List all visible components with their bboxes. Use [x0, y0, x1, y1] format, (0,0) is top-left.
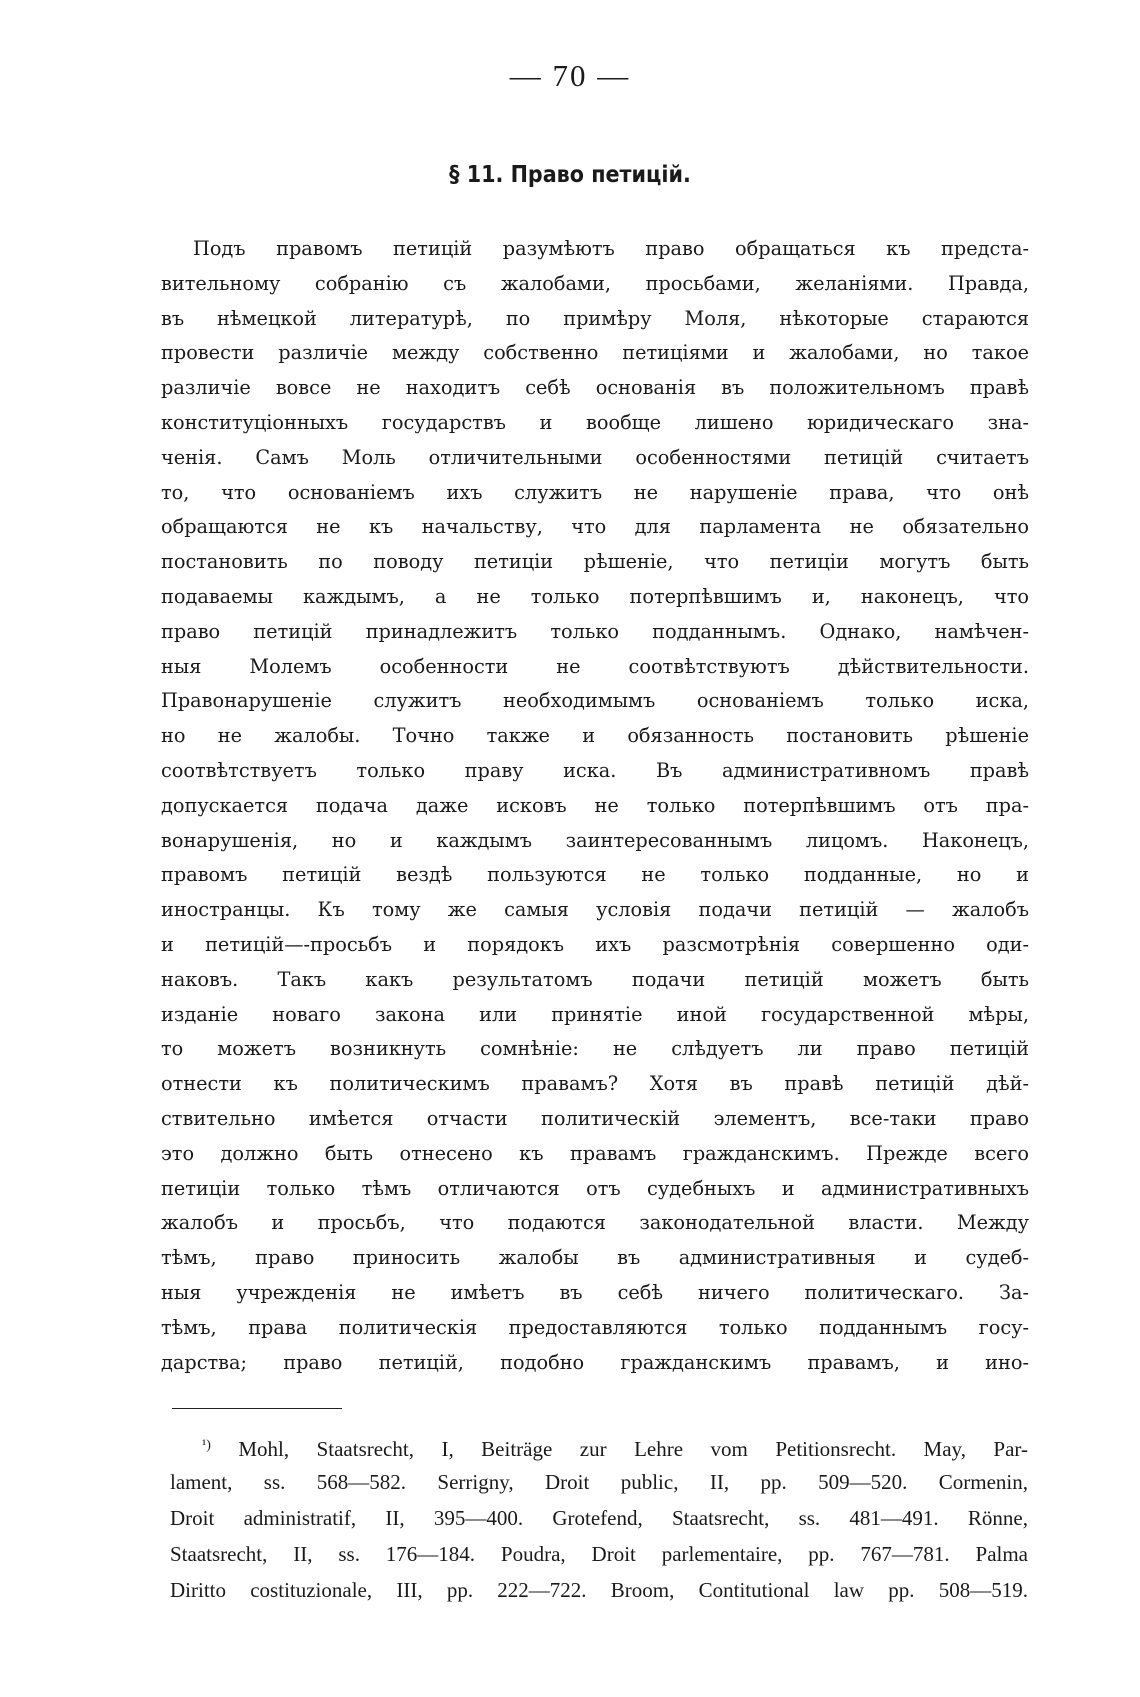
footnote-line — [170, 1428, 1028, 1464]
body-line: наковъ. Такъ какъ результатомъ подачи петицій можетъ быть — [161, 967, 1029, 991]
body-line: обращаются не къ начальству, что для парламента не обязательно — [161, 515, 1029, 539]
body-line: иностранцы. Къ тому же самыя условія подачи петицій — жалобъ — [161, 898, 1029, 922]
body-line: дарства; право петицій, подобно гражданскимъ правамъ, и ино- — [161, 1350, 1029, 1374]
body-line: право петицій принадлежитъ только подданнымъ. Однако, намѣчен- — [161, 619, 1029, 643]
body-line: въ нѣмецкой литературѣ, по примѣру Моля, нѣкоторые стараются — [161, 306, 1029, 330]
page-number: — 70 — — [509, 58, 631, 93]
body-line: изданіе новаго закона или принятіе иной государственной мѣры, — [161, 1002, 1029, 1026]
body-line: Правонарушеніе служитъ необходимымъ основаніемъ только иска, — [161, 689, 1029, 713]
body-line: соотвѣтствуетъ только праву иска. Въ административномъ правѣ — [161, 758, 1029, 782]
body-line: то, что основаніемъ ихъ служитъ не нарушеніе права, что онѣ — [161, 480, 1029, 504]
body-line: вонарушенія, но и каждымъ заинтересованнымъ лицомъ. Наконецъ, — [161, 828, 1029, 852]
body-line: различіе вовсе не находитъ себѣ основанія въ положительномъ правѣ — [161, 376, 1029, 400]
footnote-line-text: Mohl, Staatsrecht, I, Beiträge zur Lehre vom Petitionsrecht. May, Par- — [238, 1437, 1028, 1461]
body-line: допускается подача даже исковъ не только потерпѣвшимъ отъ пра- — [161, 793, 1029, 817]
body-line: конституціонныхъ государствъ и вообще лишено юридическаго зна- — [161, 410, 1029, 434]
body-line: то можетъ возникнуть сомнѣніе: не слѣдуетъ ли право петицій — [161, 1037, 1029, 1061]
body-line: отнести къ политическимъ правамъ? Хотя въ правѣ петицій дѣй- — [161, 1072, 1029, 1096]
body-line: тѣмъ, право приносить жалобы въ административныя и судеб- — [161, 1246, 1029, 1270]
body-line: постановить по поводу петиціи рѣшеніе, что петиціи могутъ быть — [161, 550, 1029, 574]
body-line: тѣмъ, права политическія предоставляются только подданнымъ госу- — [161, 1315, 1029, 1339]
body-line: но не жалобы. Точно также и обязанность постановить рѣшеніе — [161, 724, 1029, 748]
body-line: ченія. Самъ Моль отличительными особенностями петицій считаетъ — [161, 445, 1029, 469]
body-line: вительному собранію съ жалобами, просьбами, желаніями. Правда, — [161, 271, 1029, 295]
body-line: подаваемы каждымъ, а не только потерпѣвшимъ и, наконецъ, что — [161, 584, 1029, 608]
footnote — [170, 1428, 1028, 1608]
body-line: Подъ правомъ петицій разумѣютъ право обращаться къ предста- — [193, 237, 1029, 260]
body-line: это должно быть отнесено къ правамъ гражданскимъ. Прежде всего — [161, 1141, 1029, 1165]
footnote-line: Droit administratif, II, 395—400. Grotefend, Staatsrecht, ss. 481—491. Rönne, — [170, 1506, 1028, 1530]
section-title: § 11. Право петицій. — [449, 162, 691, 188]
body-line: и петицій—-просьбъ и порядокъ ихъ разсмотрѣнія совершенно оди- — [161, 932, 1029, 956]
body-line: правомъ петицій вездѣ пользуются не только подданные, но и — [161, 863, 1029, 887]
body-line: ныя учрежденія не имѣетъ въ себѣ ничего политическаго. За- — [161, 1280, 1029, 1304]
footnote-line: Diritto costituzionale, III, pp. 222—722. Broom, Contitutional law pp. 508—519. — [170, 1578, 1028, 1602]
footnote-line: Staatsrecht, II, ss. 176—184. Poudra, Droit parlementaire, pp. 767—781. Palma — [170, 1542, 1028, 1566]
body-line: ныя Молемъ особенности не соотвѣтствуютъ дѣйствительности. — [161, 654, 1029, 678]
body-line: жалобъ и просьбъ, что подаются законодательной власти. Между — [161, 1211, 1029, 1235]
footnote-line: lament, ss. 568—582. Serrigny, Droit public, II, pp. 509—520. Cormenin, — [170, 1470, 1028, 1494]
body-line: провести различіе между собственно петиціями и жалобами, но такое — [161, 341, 1029, 365]
body-line: ствительно имѣется отчасти политическій элементъ, все-таки право — [161, 1106, 1029, 1130]
footnote-divider — [172, 1408, 342, 1409]
footnote-marker: ¹) — [202, 1438, 211, 1453]
body-line: петиціи только тѣмъ отличаются отъ судебныхъ и административныхъ — [161, 1176, 1029, 1200]
body-text — [161, 232, 1029, 1380]
